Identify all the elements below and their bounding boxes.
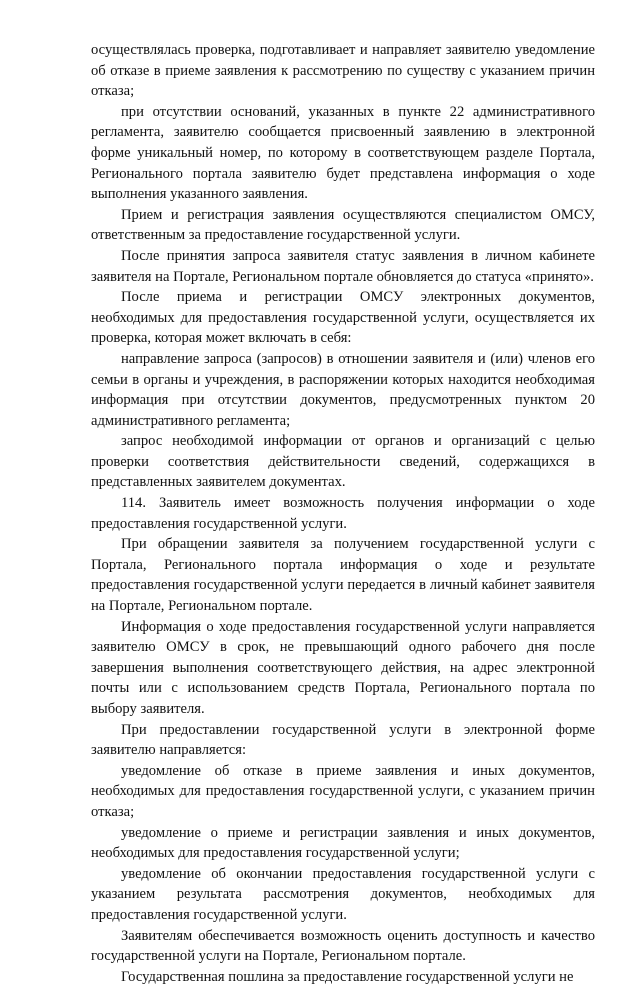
paragraph-6: направление запроса (запросов) в отношении заявителя и (или) членов его семьи в органы и учреждения, в распоряжении которых находится необходимая информация при отсутствии документов, предусмотренных пунктом 20 административного регламента; bbox=[91, 350, 595, 429]
paragraph-9: При обращении заявителя за получением государственной услуги с Портала, Регионального портала информация о ходе и результате предоставления государственной услуги передается в личный кабинет заявителя на Портале, Региональном портале. bbox=[91, 536, 595, 615]
paragraph-12: уведомление об отказе в приеме заявления и иных документов, необходимых для предоставления государственной услуги, с указанием причин отказа; bbox=[91, 762, 595, 820]
paragraph-16: Государственная пошлина за предоставление государственной услуги не bbox=[121, 968, 574, 985]
paragraph-2: при отсутствии оснований, указанных в пункте 22 административного регламента, заявителю сообщается присвоенный заявлению в электронной форме уникальный номер, по которому в соответствующем разделе Портала, Регионального портала заявителю будет представлена информация о ходе выполнения указанного заявления. bbox=[91, 103, 595, 203]
document-body bbox=[91, 40, 595, 987]
paragraph-5: После приема и регистрации ОМСУ электронных документов, необходимых для предоставления государственной услуги, осуществляется их проверка, которая может включать в себя: bbox=[91, 289, 595, 347]
paragraph-10: Информация о ходе предоставления государственной услуги направляется заявителю ОМСУ в срок, не превышающий одного рабочего дня после завершения выполнения соответствующего действия, на адрес электронной почты или с использованием средств Портала, Регионального портала по выбору заявителя. bbox=[91, 618, 595, 717]
paragraph-15: Заявителям обеспечивается возможность оценить доступность и качество государственной услуги на Портале, Региональном портале. bbox=[91, 927, 595, 965]
paragraph-3: Прием и регистрация заявления осуществляются специалистом ОМСУ, ответственным за предоставление государственной услуги. bbox=[91, 206, 595, 244]
paragraph-14: уведомление об окончании предоставления государственной услуги с указанием результата рассмотрения документов, необходимых для предоставления государственной услуги. bbox=[91, 865, 595, 923]
paragraph-11: При предоставлении государственной услуги в электронной форме заявителю направляется: bbox=[91, 721, 595, 759]
paragraph-7: запрос необходимой информации от органов и организаций с целью проверки соответствия действительности сведений, содержащихся в представленных заявителем документах. bbox=[91, 433, 595, 491]
paragraph-1: осуществлялась проверка, подготавливает и направляет заявителю уведомление об отказе в приеме заявления к рассмотрению по существу с указанием причин отказа; bbox=[91, 42, 595, 100]
paragraph-13: уведомление о приеме и регистрации заявления и иных документов, необходимых для предоставления государственной услуги; bbox=[91, 824, 595, 862]
paragraph-4: После принятия запроса заявителя статус заявления в личном кабинете заявителя на Портале, Региональном портале обновляется до статуса «принято». bbox=[91, 247, 595, 285]
paragraph-8: 114. Заявитель имеет возможность получения информации о ходе предоставления государственной услуги. bbox=[91, 495, 595, 532]
